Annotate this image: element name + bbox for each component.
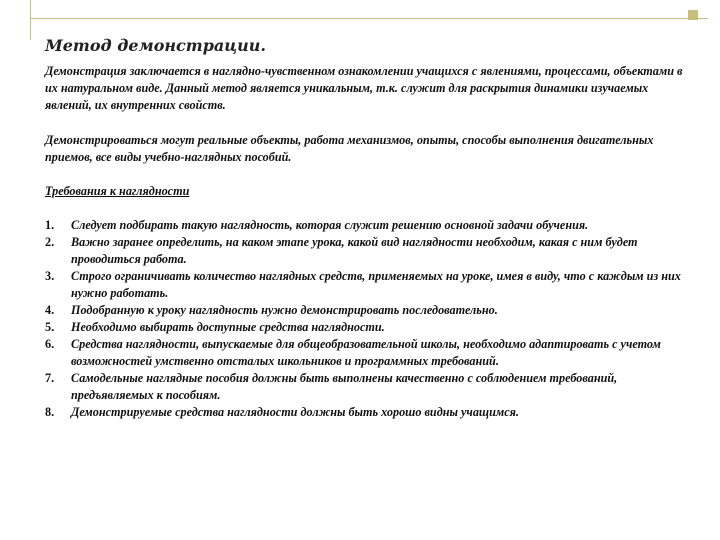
list-number: 5.	[45, 320, 55, 334]
list-item	[45, 319, 695, 336]
list-item	[45, 234, 695, 268]
list-text: Строго ограничивать количество наглядных средств, применяемых на уроке, имея в виду, что с каждым из них нужно работать.	[71, 269, 681, 300]
list-text: Следует подбирать такую наглядность, которая служит решению основной задачи обучения.	[71, 218, 589, 232]
list-number: 3.	[45, 269, 55, 283]
list-text: Необходимо выбирать доступные средства наглядности.	[71, 320, 385, 334]
list-text: Важно заранее определить, на каком этапе урока, какой вид наглядности необходим, какая с ним будет проводиться работа.	[71, 235, 638, 266]
decorative-corner-square	[688, 10, 698, 20]
list-item	[45, 217, 695, 234]
decorative-top-line	[30, 18, 708, 19]
list-number: 1.	[45, 218, 55, 232]
slide-title: Метод демонстрации.	[45, 36, 266, 55]
paragraph-objects: Демонстрироваться могут реальные объекты, работа механизмов, опыты, способы выполнения двигательных приемов, все виды учебно-наглядных пособий.	[45, 133, 654, 164]
slide-content	[45, 36, 695, 421]
list-number: 6.	[45, 337, 55, 351]
decorative-left-line	[30, 0, 31, 40]
list-number: 7.	[45, 371, 55, 385]
list-text: Подобранную к уроку наглядность нужно демонстрировать последовательно.	[71, 303, 498, 317]
list-number: 2.	[45, 235, 55, 249]
requirements-list	[45, 217, 695, 421]
paragraph-definition: Демонстрация заключается в наглядно-чувственном ознакомлении учащихся с явлениями, процессами, объектами в их натуральном виде. Данный метод является уникальным, т.к. служит для раскрытия динамики изучаемых явлений, их внутренних свойств.	[45, 64, 683, 112]
list-text: Самодельные наглядные пособия должны быть выполнены качественно с соблюдением требований, предъявляемых к пособиям.	[71, 371, 618, 402]
list-text: Демонстрируемые средства наглядности должны быть хорошо видны учащимся.	[71, 405, 519, 419]
requirements-heading: Требования к наглядности	[45, 184, 190, 198]
list-item	[45, 268, 695, 302]
list-number: 4.	[45, 303, 55, 317]
list-item	[45, 302, 695, 319]
list-item	[45, 404, 695, 421]
list-number: 8.	[45, 405, 55, 419]
list-item	[45, 336, 695, 370]
list-text: Средства наглядности, выпускаемые для общеобразовательной школы, необходимо адаптировать с учетом возможностей умственно отсталых школьников и программных требований.	[71, 337, 661, 368]
list-item	[45, 370, 695, 404]
